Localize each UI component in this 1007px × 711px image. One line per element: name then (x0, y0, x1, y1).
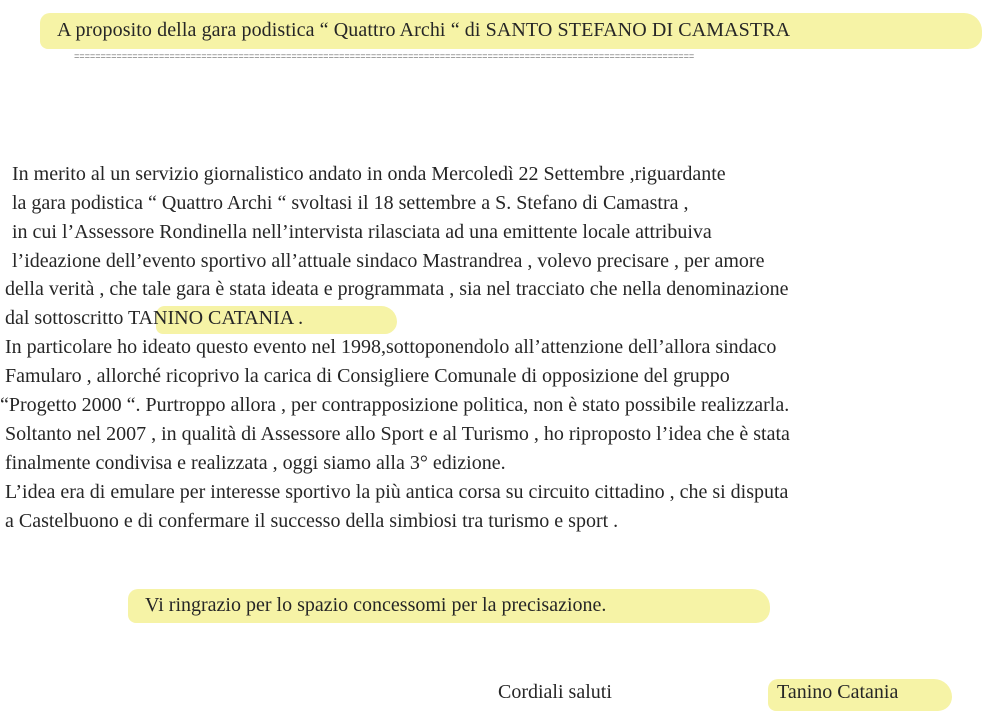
body-line: In merito al un servizio giornalistico andato in onda Mercoledì 22 Settembre ,riguardante (12, 163, 726, 185)
letter-title: A proposito della gara podistica “ Quattro Archi “ di SANTO STEFANO DI CAMASTRA (57, 19, 791, 41)
body-line: l’ideazione dell’evento sportivo all’attuale sindaco Mastrandrea , volevo precisare , per amore (12, 250, 765, 272)
body-line: L’idea era di emulare per interesse sportivo la più antica corsa su circuito cittadino , che si disputa (5, 481, 789, 503)
body-line: In particolare ho ideato questo evento nel 1998,sottoponendolo all’attenzione dell’allora sindaco (5, 336, 777, 358)
body-line: Famularo , allorché ricoprivo la carica di Consigliere Comunale di opposizione del gruppo (5, 365, 730, 387)
body-line: a Castelbuono e di confermare il successo della simbiosi tra turismo e sport . (5, 510, 619, 532)
body-line: “Progetto 2000 “. Purtroppo allora , per contrapposizione politica, non è stato possibile realizzarla. (0, 394, 790, 416)
body-line: Soltanto nel 2007 , in qualità di Assessore allo Sport e al Turismo , ho riproposto l’idea che è stata (5, 423, 790, 445)
closing-salutation: Cordiali saluti (498, 681, 612, 703)
body-line: della verità , che tale gara è stata ideata e programmata , sia nel tracciato che nella denominazione (5, 278, 789, 300)
signature-name: Tanino Catania (777, 681, 899, 703)
body-line: dal sottoscritto TANINO CATANIA . (5, 307, 304, 329)
body-line: la gara podistica “ Quattro Archi “ svoltasi il 18 settembre a S. Stefano di Camastra , (12, 192, 689, 214)
title-underline-rule: ===================================================================================================================== (74, 52, 695, 62)
body-line: in cui l’Assessore Rondinella nell’intervista rilasciata ad una emittente locale attribuiva (12, 221, 712, 243)
thanks-line: Vi ringrazio per lo spazio concessomi per la precisazione. (145, 594, 607, 616)
body-line: finalmente condivisa e realizzata , oggi siamo alla 3° edizione. (5, 452, 506, 474)
